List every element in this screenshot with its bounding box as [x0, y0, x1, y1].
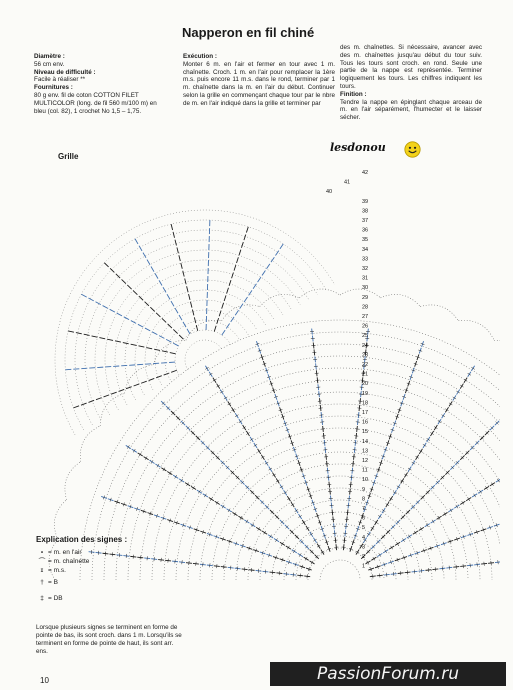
round-number: 29	[362, 294, 369, 301]
chain-ring	[320, 560, 360, 580]
right-column	[340, 44, 482, 122]
left-stitch-mark	[222, 330, 225, 335]
niveau-heading: Niveau de difficulté :	[34, 68, 96, 76]
left-stitch-mark	[181, 263, 182, 269]
left-chain-ring	[95, 250, 300, 415]
left-stitch-mark	[126, 387, 132, 389]
left-stitch-mark	[156, 313, 160, 317]
left-stitch-mark	[229, 280, 231, 286]
chain-ring	[152, 392, 500, 580]
left-stitch-mark	[222, 303, 224, 309]
diametre-heading: Diamètre :	[34, 53, 65, 60]
legend-text: = m.s.	[48, 566, 66, 574]
left-stitch-mark	[267, 264, 270, 269]
left-stitch-mark	[190, 302, 191, 308]
legend-row	[36, 548, 186, 557]
chain-ring	[176, 416, 500, 580]
left-stitch-mark	[175, 240, 176, 246]
left-stitch-mark	[92, 336, 98, 337]
left-stitch-mark	[224, 295, 226, 301]
left-stitch-mark	[154, 349, 160, 350]
left-stitch-mark	[138, 346, 144, 347]
fournitures-heading: Fournitures :	[34, 84, 73, 92]
left-stitch-mark	[185, 278, 186, 284]
left-stitch-mark	[219, 311, 221, 317]
left-stitch-mark	[258, 277, 261, 282]
left-stitch-mark	[237, 257, 239, 263]
left-chain-ring	[115, 270, 283, 405]
round-number: 41	[344, 179, 351, 186]
left-stitch-mark	[115, 341, 121, 342]
scallop-edge	[299, 289, 340, 298]
round-number: 11	[362, 467, 368, 474]
diagram-label: Grille	[58, 152, 79, 161]
scallop-edge	[340, 289, 381, 298]
chain-ring	[188, 428, 492, 580]
round-number: 20	[362, 381, 369, 388]
scallop-edge	[65, 462, 81, 500]
left-stitch-mark	[110, 268, 114, 272]
left-chain-ring	[65, 220, 326, 430]
round-number: 17	[362, 410, 369, 416]
left-stitch-mark	[151, 266, 154, 271]
round-number: 28	[362, 304, 369, 311]
stitch-mark	[495, 562, 500, 563]
round-number: 35	[362, 237, 369, 244]
left-stitch-mark	[246, 227, 248, 233]
chain-ring	[272, 512, 408, 580]
left-stitch-mark	[141, 381, 147, 383]
left-stitch-mark	[183, 322, 186, 327]
left-stitch-mark	[110, 309, 115, 312]
round-number: 7	[362, 506, 366, 512]
left-stitch-mark	[173, 329, 177, 333]
left-stitch-mark	[104, 263, 108, 267]
left-chain-ring	[55, 210, 335, 435]
left-chain-ring	[175, 330, 231, 375]
single-crochet-icon: ɪ	[40, 566, 44, 574]
left-stitch-mark	[227, 288, 229, 294]
round-number: 3	[362, 544, 366, 551]
left-stitch-mark	[122, 279, 126, 283]
round-number: 21	[362, 371, 369, 378]
scallop-edge	[125, 365, 154, 394]
left-stitch-mark	[159, 280, 162, 285]
left-stitch-mark	[244, 297, 247, 302]
left-stitch-mark	[123, 343, 129, 344]
left-stitch-mark	[262, 270, 265, 275]
left-stitch-mark	[217, 318, 219, 324]
chain-ring	[212, 452, 468, 580]
page-title: Napperon en fil chiné	[182, 25, 315, 40]
left-stitch-mark	[232, 273, 234, 279]
left-stitch-mark	[189, 294, 190, 300]
left-stitch-mark	[127, 285, 131, 289]
left-stitch-mark	[173, 232, 174, 238]
round-number: 4	[362, 534, 366, 541]
double-treble-icon: ‡	[40, 595, 44, 602]
left-stitch-mark	[171, 370, 177, 372]
middle-column	[183, 53, 335, 108]
left-stitch-mark	[192, 310, 193, 316]
left-stitch-mark	[187, 286, 188, 292]
left-chain-ring	[105, 260, 292, 410]
left-stitch-mark	[150, 307, 154, 311]
round-number: 14	[362, 438, 369, 445]
execution-text: Monter 6 m. en l'air et fermer en tour avec 1 m. chaînette. Croch. 1 m. en l'air pour remplacer la 1ère m.s. puis encore 11 m.s. dans le rond, terminer par 1 m. chaînette dans la m. en l'air du début. Continuer selon la grille en commençant chaque tour par le nbre de m. en l'air indiqué dans la grille et terminer par	[183, 60, 335, 107]
round-number: 23	[362, 352, 369, 359]
left-stitch-mark	[183, 271, 184, 277]
left-stitch-mark	[81, 403, 87, 405]
scallop-edge	[153, 340, 186, 364]
left-stitch-mark	[170, 353, 176, 354]
left-stitch-mark	[119, 389, 125, 391]
left-chain-ring	[185, 340, 222, 370]
left-stitch-mark	[240, 304, 243, 309]
left-chain-ring	[75, 230, 318, 425]
round-number: 42	[362, 170, 369, 176]
left-stitch-mark	[104, 395, 110, 397]
left-stitch-mark	[131, 321, 136, 324]
left-stitch-mark	[253, 284, 256, 289]
round-number: 37	[362, 218, 369, 224]
chain-ring	[140, 380, 500, 580]
round-number: 2	[362, 554, 366, 560]
left-stitch-mark	[73, 406, 79, 408]
left-stitch-mark	[235, 310, 238, 315]
scallop-edge	[420, 305, 458, 321]
left-stitch-mark	[96, 398, 102, 400]
left-stitch-mark	[155, 273, 158, 278]
legend-note: Lorsque plusieurs signes se terminent en forme de pointe de bas, ils sont croch. dans 1 m. Lorsqu'ils se terminent en forme de pointe de haut, ils sont arr. ens.	[36, 624, 182, 655]
left-stitch-mark	[145, 328, 150, 331]
legend	[36, 536, 186, 607]
scallop-edge	[186, 320, 222, 340]
left-stitch-mark	[187, 329, 190, 334]
left-stitch-mark	[107, 339, 113, 340]
round-number: 13	[362, 448, 369, 455]
left-chain-ring	[155, 310, 248, 385]
brand-label: lesdonou	[330, 141, 386, 154]
left-stitch-mark	[241, 242, 243, 248]
page-number: 10	[40, 676, 49, 685]
round-number: 9	[362, 486, 366, 493]
legend-row	[36, 566, 186, 575]
legend-row	[36, 591, 186, 607]
round-number: 19	[362, 390, 369, 397]
chain-ring	[164, 404, 500, 580]
round-number: 6	[362, 515, 366, 522]
chain-ring	[200, 440, 480, 580]
left-stitch-mark	[111, 392, 117, 394]
continuation-text: des m. chaînettes. Si nécessaire, avancer avec des m. chaînettes jusqu'au début du tour suiv. Tous les tours sont croch. en rond. Seule une partie de la nappe est représentée. Terminer logiquement les tours. Les chiffres indiquent les tours.	[340, 44, 482, 90]
legend-row	[36, 557, 186, 566]
left-stitch-mark	[171, 224, 172, 230]
left-stitch-mark	[124, 317, 129, 320]
left-stitch-mark	[138, 324, 143, 327]
round-number: 39	[362, 198, 369, 205]
left-stitch-mark	[194, 317, 195, 323]
round-number: 18	[362, 400, 369, 407]
chain-stitch-icon: •	[40, 548, 44, 556]
left-stitch-mark	[68, 331, 74, 332]
left-chain-ring	[125, 280, 274, 400]
niveau-value: Facile à réaliser **	[34, 76, 86, 84]
left-stitch-mark	[133, 291, 137, 295]
left-chain-ring	[165, 320, 240, 380]
left-stitch-mark	[226, 324, 229, 329]
round-number: 12	[362, 458, 369, 464]
left-stitch-mark	[177, 247, 178, 253]
chain-ring	[296, 536, 384, 580]
left-stitch-mark	[234, 265, 236, 271]
round-number: 10	[362, 477, 369, 484]
left-stitch-mark	[149, 378, 155, 380]
execution-heading: Exécution :	[183, 53, 217, 60]
left-stitch-mark	[131, 344, 137, 345]
left-stitch-mark	[179, 335, 183, 339]
legend-text: = B	[48, 579, 58, 586]
round-number: 22	[362, 362, 369, 368]
scallop-edge	[381, 294, 421, 306]
left-stitch-mark	[214, 326, 216, 332]
left-stitch-mark	[147, 260, 150, 265]
round-number: 24	[362, 342, 369, 349]
round-number: 30	[362, 285, 369, 292]
treble-icon: †	[40, 579, 44, 586]
finition-heading: Finition :	[340, 90, 367, 98]
legend-title: Explication des signes :	[36, 535, 128, 544]
left-stitch-mark	[139, 296, 143, 300]
round-number: 38	[362, 208, 369, 215]
left-chain-ring	[135, 290, 266, 395]
left-stitch-mark	[173, 343, 178, 346]
left-stitch-mark	[275, 251, 278, 256]
round-number: 16	[362, 419, 369, 426]
left-stitch-mark	[152, 332, 157, 335]
left-stitch-mark	[84, 334, 90, 335]
left-stitch-mark	[99, 338, 105, 339]
left-stitch-mark	[76, 333, 82, 334]
scallop-edge	[54, 500, 66, 540]
scallop-edge	[80, 426, 100, 462]
left-stitch-mark	[244, 234, 246, 240]
left-stitch-mark	[103, 306, 108, 309]
round-number: 25	[362, 333, 369, 340]
round-number: 5	[362, 525, 366, 532]
left-stitch-mark	[162, 351, 168, 352]
legend-text: = m. en l'air	[48, 548, 82, 556]
left-chain-ring	[145, 300, 257, 390]
legend-row	[36, 575, 186, 591]
left-stitch-mark	[280, 244, 283, 249]
round-number: 31	[362, 275, 369, 282]
chain-ring	[236, 476, 444, 580]
chain-ring	[260, 500, 420, 580]
watermark-banner: PassionForum.ru	[270, 662, 506, 686]
left-stitch-mark	[146, 348, 152, 349]
slip-stitch-icon: ⌒	[38, 557, 46, 565]
left-stitch-mark	[179, 255, 180, 261]
left-stitch-mark	[135, 239, 138, 244]
scallop-edge	[100, 393, 124, 426]
left-stitch-mark	[171, 301, 174, 306]
round-number: 26	[362, 323, 369, 330]
left-stitch-mark	[139, 246, 142, 251]
legend-text: = m. chaînette	[48, 557, 90, 565]
left-stitch-mark	[162, 318, 166, 322]
left-stitch-mark	[88, 400, 94, 402]
left-stitch-mark	[117, 313, 122, 316]
smiley-icon	[404, 141, 421, 158]
round-number: 40	[326, 189, 333, 196]
finition-text: Tendre la nappe en épinglant chaque arceau de m. en l'air séparément, l'humecter et le laisser sécher.	[340, 98, 482, 122]
fournitures-value: 80 g env. fil de coton COTTON FILET MULTICOLOR (long. de fil 560 m/100 m) en bleu (col. 82), 1 crochet No 1,5 – 1,75.	[34, 91, 157, 115]
round-number: 32	[362, 266, 369, 272]
chain-ring	[248, 488, 432, 580]
left-stitch-mark	[179, 315, 182, 320]
left-chain-ring	[85, 240, 309, 420]
diametre-value: 56 cm env.	[34, 60, 65, 68]
left-stitch-mark	[81, 294, 86, 297]
scallop-edge	[494, 340, 500, 364]
left-stitch-mark	[156, 376, 162, 378]
left-stitch-mark	[164, 373, 170, 375]
chain-ring	[284, 524, 396, 580]
round-number: 27	[362, 314, 369, 320]
scallop-edge	[458, 320, 494, 340]
left-stitch-mark	[239, 250, 241, 256]
round-number: 15	[362, 429, 369, 436]
left-stitch-mark	[175, 308, 178, 313]
round-number: 1	[362, 563, 366, 570]
chain-ring	[224, 464, 456, 580]
round-number: 8	[362, 496, 366, 503]
round-number: 33	[362, 256, 369, 263]
left-stitch-mark	[167, 294, 170, 299]
left-stitch-mark	[134, 384, 140, 386]
left-stitch-mark	[196, 325, 197, 331]
legend-text: = DB	[48, 595, 63, 602]
scallop-edge	[260, 294, 300, 306]
round-number: 36	[362, 227, 369, 234]
left-column	[34, 53, 166, 115]
round-number: 34	[362, 246, 369, 253]
